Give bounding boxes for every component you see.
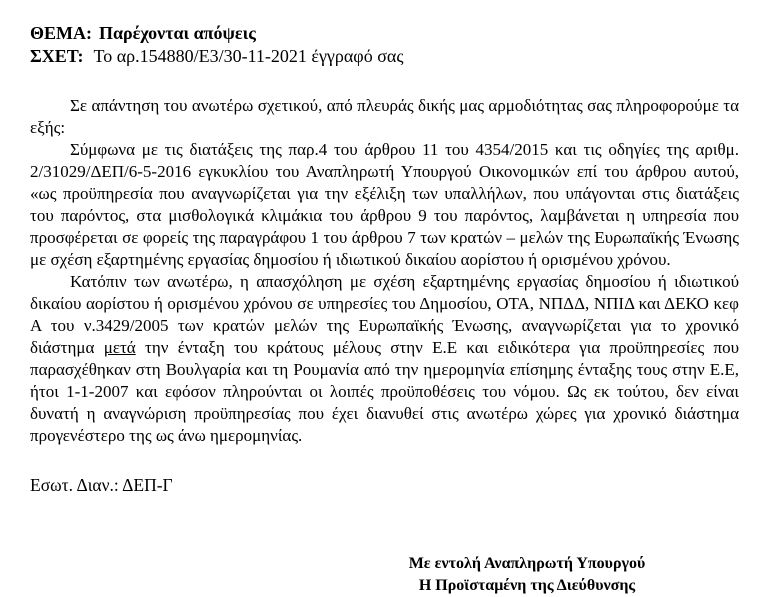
reference-text: Το αρ.154880/Ε3/30-11-2021 έγγραφό σας	[93, 46, 404, 66]
paragraph-conclusion	[30, 271, 739, 447]
paragraph-conclusion-text-after: την ένταξη του κράτους μέλους στην Ε.Ε και ειδικότερα για προϋπηρεσίες που παρασχέθηκαν στη Βουλγαρία και τη Ρουμανία από την ημερομηνία επίσημης ένταξης τους στην Ε.Ε, ήτοι 1-1-2007 και εφόσον πληρούνται οι λοιπές προϋποθέσεις του νόμου. Ως εκ τούτου, δεν είναι δυνατή η αναγνώριση προϋπηρεσίας που έχει διανυθεί στις ανωτέρω χώρες για χρονικό διάστημα προγενέστερο της ως άνω ημερομηνίας.	[30, 338, 739, 445]
signature-title-line: Η Προϊσταμένη της Διεύθυνσης	[418, 577, 636, 594]
document-body	[30, 95, 739, 447]
paragraph-legal-basis: Σύμφωνα με τις διατάξεις της παρ.4 του άρθρου 11 του 4354/2015 και τις οδηγίες της αριθμ. 2/31029/ΔΕΠ/6-5-2016 εγκυκλίου του Αναπληρωτή Υπουργού Οικονομικών επί του άρθρου αυτού, «ως προϋπηρεσία που αναγνωρίζεται για την εξέλιξη των υπαλλήλων, που υπάγονται στις διατάξεις του παρόντος, στα μισθολογικά κλιμάκια του άρθρου 9 του παρόντος, λαμβάνεται η υπηρεσία που προσφέρεται σε φορείς της παραγράφου 1 του άρθρου 7 των κρατών – μελών της Ευρωπαϊκής Ένωσης με σχέση εξαρτημένης εργασίας δημοσίου ή ιδιωτικού δικαίου αορίστου ή ορισμένου χρόνου.	[30, 140, 739, 269]
subject-line	[30, 22, 739, 45]
subject-label: ΘΕΜΑ:	[30, 23, 92, 43]
underlined-word-meta: μετά	[103, 338, 136, 357]
reference-label: ΣΧΕΤ:	[30, 46, 84, 66]
reference-line	[30, 45, 739, 68]
signature-block	[398, 553, 656, 597]
document-header	[30, 22, 739, 68]
signature-authority-line: Με εντολή Αναπληρωτή Υπουργού	[408, 555, 646, 572]
internal-distribution-note: Εσωτ. Διαν.: ΔΕΠ-Γ	[30, 475, 173, 495]
paragraph-intro: Σε απάντηση του ανωτέρω σχετικού, από πλευράς δικής μας αρμοδιότητας σας πληροφορούμε τα εξής:	[30, 96, 739, 137]
paragraph-conclusion-text-before: Κατόπιν των ανωτέρω, η απασχόληση με σχέση εξαρτημένης εργασίας δημοσίου ή ιδιωτικού δικαίου αορίστου ή ορισμένου χρόνου σε υπηρεσίες του Δημοσίου, ΟΤΑ, ΝΠΔΔ, ΝΠΙΔ και ΔΕΚΟ κεφ Α του ν.3429/2005 των κρατών μελών της Ευρωπαϊκής Ένωσης, αναγνωρίζεται για το χρονικό διάστημα	[30, 272, 739, 357]
subject-text: Παρέχονται απόψεις	[99, 23, 256, 43]
